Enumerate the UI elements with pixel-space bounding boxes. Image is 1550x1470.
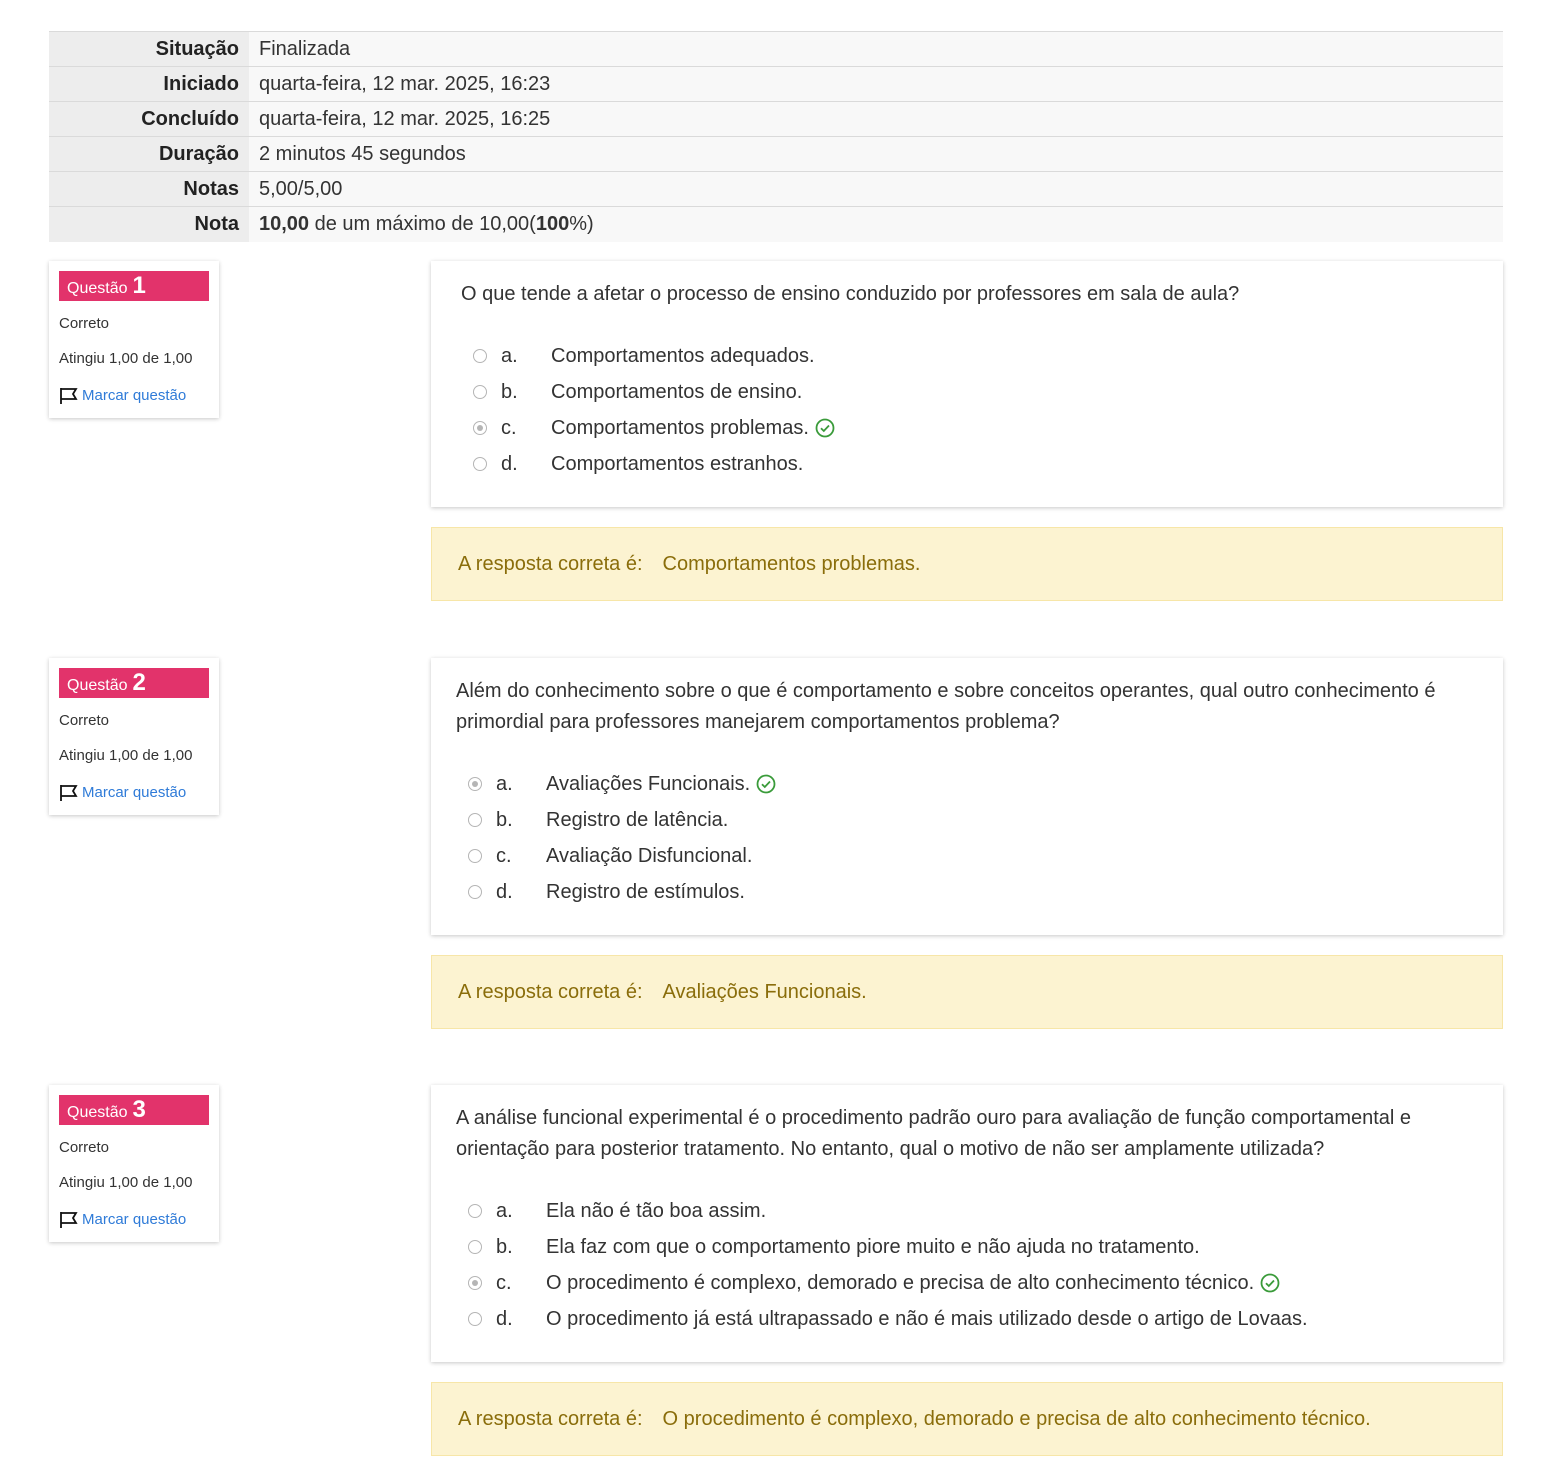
flag-label: Marcar questão bbox=[82, 1210, 187, 1228]
question-text: O que tende a afetar o processo de ensino conduzido por professores em sala de aula? bbox=[461, 283, 1240, 305]
summary-label: Notas bbox=[49, 172, 249, 207]
radio-button-selected[interactable] bbox=[468, 777, 482, 791]
correct-check-icon bbox=[756, 774, 776, 794]
radio-button[interactable] bbox=[468, 849, 482, 863]
summary-row-iniciado bbox=[49, 67, 1503, 102]
summary-value: Finalizada bbox=[249, 32, 1503, 67]
question-prefix: Questão bbox=[67, 1104, 128, 1121]
answer-text: O procedimento é complexo, demorado e precisa de alto conhecimento técnico. bbox=[546, 1271, 1255, 1294]
score-percent: 100 bbox=[535, 212, 570, 235]
radio-button[interactable] bbox=[473, 385, 487, 399]
feedback-label: A resposta correta é: bbox=[458, 552, 643, 575]
summary-label: Duração bbox=[49, 137, 249, 172]
question-content-3 bbox=[431, 1085, 1503, 1362]
summary-value: 5,00/5,00 bbox=[249, 172, 1503, 207]
correct-answer-feedback-1 bbox=[431, 527, 1503, 601]
summary-value: quarta-feira, 12 mar. 2025, 16:23 bbox=[249, 67, 1503, 102]
question-number: 3 bbox=[132, 1096, 146, 1123]
flag-label: Marcar questão bbox=[82, 783, 187, 801]
answer-letter: a. bbox=[496, 1199, 513, 1222]
answer-option-b[interactable] bbox=[456, 1229, 1478, 1265]
answer-text: Avaliações Funcionais. bbox=[546, 772, 751, 795]
answer-text: Comportamentos de ensino. bbox=[551, 380, 803, 403]
summary-row-notas bbox=[49, 172, 1503, 207]
summary-value bbox=[249, 207, 1503, 242]
radio-button-selected[interactable] bbox=[468, 1276, 482, 1290]
answer-letter: c. bbox=[496, 1271, 512, 1294]
feedback-label: A resposta correta é: bbox=[458, 1407, 643, 1430]
summary-row-nota bbox=[49, 207, 1503, 242]
radio-button[interactable] bbox=[473, 457, 487, 471]
answer-letter: a. bbox=[501, 344, 518, 367]
radio-button-selected[interactable] bbox=[473, 421, 487, 435]
question-prefix: Questão bbox=[67, 677, 128, 694]
correct-answer-feedback-2 bbox=[431, 955, 1503, 1029]
question-content-1 bbox=[431, 261, 1503, 507]
feedback-answer: O procedimento é complexo, demorado e precisa de alto conhecimento técnico. bbox=[662, 1407, 1371, 1430]
radio-button[interactable] bbox=[468, 1312, 482, 1326]
question-prefix: Questão bbox=[67, 280, 128, 297]
flag-icon bbox=[59, 385, 79, 405]
question-text: Além do conhecimento sobre o que é comportamento e sobre conceitos operantes, qual outro conhecimento é primordial para professores manejarem comportamentos problema? bbox=[456, 680, 1436, 733]
answer-letter: d. bbox=[496, 880, 513, 903]
radio-button[interactable] bbox=[468, 1204, 482, 1218]
answer-option-c[interactable] bbox=[456, 838, 1478, 874]
answer-text: Registro de latência. bbox=[546, 808, 729, 831]
question-text: A análise funcional experimental é o procedimento padrão ouro para avaliação de função comportamental e orientação para posterior tratamento. No entanto, qual o motivo de não ser amplamente utilizada? bbox=[456, 1107, 1412, 1160]
question-state: Correto bbox=[59, 315, 110, 332]
question-number-badge bbox=[59, 1095, 209, 1125]
flag-icon bbox=[59, 1209, 79, 1229]
answer-letter: d. bbox=[501, 452, 518, 475]
summary-label: Situação bbox=[49, 32, 249, 67]
summary-row-duracao bbox=[49, 137, 1503, 172]
answer-text: Comportamentos estranhos. bbox=[551, 452, 804, 475]
flag-label: Marcar questão bbox=[82, 386, 187, 404]
answer-option-a[interactable] bbox=[456, 1193, 1478, 1229]
answer-text: Avaliação Disfuncional. bbox=[546, 844, 753, 867]
radio-button[interactable] bbox=[473, 349, 487, 363]
answer-option-b[interactable] bbox=[461, 374, 1478, 410]
attempt-summary-table bbox=[49, 31, 1503, 242]
question-number-badge bbox=[59, 668, 209, 698]
question-number: 1 bbox=[132, 272, 146, 299]
answer-option-b[interactable] bbox=[456, 802, 1478, 838]
answer-text: Comportamentos adequados. bbox=[551, 344, 815, 367]
answer-text: Ela faz com que o comportamento piore muito e não ajuda no tratamento. bbox=[546, 1235, 1200, 1258]
answer-option-d[interactable] bbox=[461, 446, 1478, 482]
flag-question-link[interactable] bbox=[59, 782, 209, 802]
score-max-text: de um máximo de 10,00( bbox=[309, 212, 536, 235]
summary-value: quarta-feira, 12 mar. 2025, 16:25 bbox=[249, 102, 1503, 137]
question-info-3 bbox=[49, 1085, 219, 1242]
feedback-label: A resposta correta é: bbox=[458, 980, 643, 1003]
question-number-badge bbox=[59, 271, 209, 301]
feedback-answer: Avaliações Funcionais. bbox=[662, 980, 867, 1003]
answer-letter: c. bbox=[501, 416, 517, 439]
answer-option-c[interactable] bbox=[456, 1265, 1478, 1301]
summary-label: Concluído bbox=[49, 102, 249, 137]
question-content-2 bbox=[431, 658, 1503, 935]
question-info-1 bbox=[49, 261, 219, 418]
summary-value: 2 minutos 45 segundos bbox=[249, 137, 1503, 172]
question-grade: Atingiu 1,00 de 1,00 bbox=[59, 747, 193, 764]
question-grade: Atingiu 1,00 de 1,00 bbox=[59, 350, 193, 367]
question-number: 2 bbox=[132, 669, 146, 696]
question-grade: Atingiu 1,00 de 1,00 bbox=[59, 1174, 193, 1191]
question-state: Correto bbox=[59, 712, 110, 729]
answer-letter: a. bbox=[496, 772, 513, 795]
radio-button[interactable] bbox=[468, 1240, 482, 1254]
radio-button[interactable] bbox=[468, 813, 482, 827]
answer-text: O procedimento já está ultrapassado e não é mais utilizado desde o artigo de Lovaas. bbox=[546, 1307, 1308, 1330]
summary-label: Nota bbox=[49, 207, 249, 242]
answer-letter: b. bbox=[496, 808, 513, 831]
question-info-2 bbox=[49, 658, 219, 815]
answer-option-d[interactable] bbox=[456, 874, 1478, 910]
correct-answer-feedback-3 bbox=[431, 1382, 1503, 1456]
answer-text: Ela não é tão boa assim. bbox=[546, 1199, 767, 1222]
radio-button[interactable] bbox=[468, 885, 482, 899]
summary-row-concluido bbox=[49, 102, 1503, 137]
question-state: Correto bbox=[59, 1139, 110, 1156]
correct-check-icon bbox=[815, 418, 835, 438]
score-value: 10,00 bbox=[259, 212, 310, 235]
flag-question-link[interactable] bbox=[59, 1209, 209, 1229]
correct-check-icon bbox=[1260, 1273, 1280, 1293]
answer-letter: b. bbox=[496, 1235, 513, 1258]
answer-option-d[interactable] bbox=[456, 1301, 1478, 1337]
answer-option-a[interactable] bbox=[461, 338, 1478, 374]
summary-label: Iniciado bbox=[49, 67, 249, 102]
score-end: %) bbox=[569, 212, 594, 235]
answer-letter: d. bbox=[496, 1307, 513, 1330]
answer-text: Comportamentos problemas. bbox=[551, 416, 809, 439]
answer-option-a[interactable] bbox=[456, 766, 1478, 802]
feedback-answer: Comportamentos problemas. bbox=[662, 552, 921, 575]
answer-letter: b. bbox=[501, 380, 518, 403]
answer-letter: c. bbox=[496, 844, 512, 867]
answer-option-c[interactable] bbox=[461, 410, 1478, 446]
flag-question-link[interactable] bbox=[59, 385, 209, 405]
flag-icon bbox=[59, 782, 79, 802]
summary-row-situacao bbox=[49, 32, 1503, 67]
answer-text: Registro de estímulos. bbox=[546, 880, 745, 903]
